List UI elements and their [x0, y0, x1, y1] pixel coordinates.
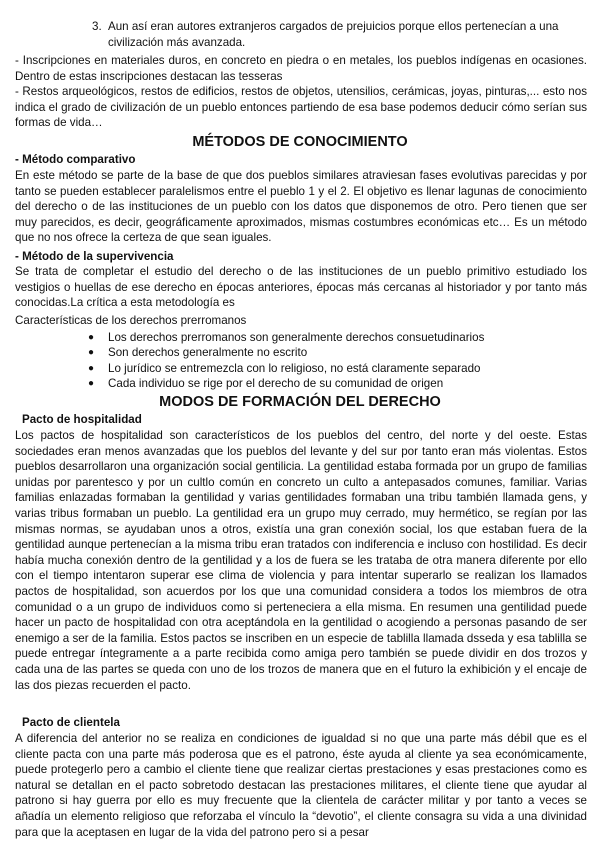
bullet-icon: ●: [88, 377, 95, 389]
supervivencia-paragraph: Se trata de completar el estudio del derecho o de las instituciones de un pueblo primitivo estudiado los vestigios o huellas de ese derecho en épocas anteriores, épocas más cercanas al historiador y por tanto más conocidas.La crítica a esta metodología es: [15, 265, 587, 310]
list-item: [88, 361, 588, 376]
modos-heading: MODOS DE FORMACIÓN DEL DERECHO: [159, 394, 441, 410]
list-item: [88, 330, 588, 345]
hospitalidad-title: Pacto de hospitalidad: [22, 413, 142, 426]
supervivencia-title: - Método de la supervivencia: [15, 250, 174, 263]
item-number: 3.: [92, 20, 102, 33]
item-text: Aun así eran autores extranjeros cargados de prejuicios porque ellos pertenecían a una civilización más avanzada.: [108, 20, 559, 49]
list-item-text: Cada individuo se rige por el derecho de su comunidad de origen: [108, 376, 444, 390]
numbered-item: [92, 19, 587, 50]
comparativo-paragraph: En este método se parte de la base de que dos pueblos similares atraviesan fases evolutivas parecidas y por tanto se pueden establecer paralelismos entre el pueblo 1 y el 2. El objetivo es llenar lagunas de conocimiento del derecho o de las instituciones de un pueblo con los datos que disponemos de otro. Pero tienen que ser muy parecidos, es decir, geográficamente aproximados, mismas costumbres económicas etc… Es un método que no nos ofrece la certeza de que sean iguales.: [15, 169, 587, 245]
hospitalidad-paragraph: Los pactos de hospitalidad son característicos de los pueblos del centro, del norte y del oeste. Estas sociedades eran menos avanzadas que los pueblos del levante y del sur por tanto eran más violentas. Estos pueblos desarrollaron una organización social gentilicia. La gentilidad estaba formada por un grupo de familias unidas por parentesco y por un cultlo común en concreto un culto a antepasados comunes, familiar. Varias familias enlazadas formaban la gentilidad y varias gentilidades formaban una tribu también llamada gens, y varias tribus formaban un pueblo. La gentilidad era un grupo muy cerrado, muy hermético, se regían por las mismas normas, se ayudaban unos a otros, existía una gran conexión social, los que estaban fuera de la gentilidad aunque pertenecían a la misma tribu eran tratados con indiferencia e incluso con hostilidad. Es decir había mucha conexión dentro de la gentilidad y a los de fuera se les trataba de otra manera diferente por ello con el tiempo intentaron superar ese clima de violencia y para intentar superarlo se realizan los llamados pactos de hospitalidad, son acuerdos por los que una comunidad considera a todos los miembros de otra comunidad o a un grupo de individuos como si perteneciera a ella misma. En resumen una gentilidad puede hacer un pacto de hospitalidad con otra aceptándola en la gentilidad o acogiendo a personas pasando de ser enemigo a ser de la familia. Estos pactos se inscriben en un especie de tablilla llamada dsseda y esa tablilla se puede entregar íntegramente a a parte recibida como amiga pero también se puede dividir en dos trozos y cada una de las partes se queda con uno de los trozos de manera que en el futuro la exhibición y el encaje de las dos piezas recuerden el pacto.: [15, 429, 587, 692]
list-item-text: Lo jurídico se entremezcla con lo religioso, no está claramente separado: [108, 361, 481, 375]
caracteristicas-list: [88, 330, 588, 391]
metodos-heading: MÉTODOS DE CONOCIMIENTO: [192, 134, 408, 150]
caracteristicas-title: Características de los derechos prerromanos: [15, 314, 247, 327]
clientela-title: Pacto de clientela: [22, 716, 120, 729]
bullet-icon: ●: [88, 332, 95, 343]
list-item: [88, 345, 588, 360]
bullet-icon: ●: [88, 362, 95, 374]
restos-paragraph: - Restos arqueológicos, restos de edificios, restos de objetos, utensilios, cerámicas, joyas, pinturas,... esto nos indica el grado de civilización de un pueblo entonces partiendo de esa base podemos deducir cómo serían sus formas de vida…: [15, 85, 587, 130]
inscripciones-paragraph: - Inscripciones en materiales duros, en concreto en piedra o en metales, los pueblos indígenas en ocasiones. Dentro de estas inscripciones destacan las tesseras: [15, 54, 587, 83]
list-item-text: Son derechos generalmente no escrito: [108, 346, 308, 360]
bullet-icon: ●: [88, 347, 95, 359]
list-item: [88, 376, 588, 391]
clientela-paragraph: A diferencia del anterior no se realiza en condiciones de igualdad si no que una parte más débil que es el cliente pacta con una parte más poderosa que es el patrono, éste ayuda al cliente ya sea económicamente, puede protegerlo pero a cambio el cliente tiene que realizar ciertas prestaciones y esas prestaciones como es natural se detallan en el pacto sobretodo destacan las prestaciones militares, el cliente tiene que ayudar al patrono si hay guerra por ello es muy frecuente que la clientela de carácter militar y por tanto a veces se añadía un elemento religioso que reforzaba el vínculo la “devotio”, el cliente consagra su vida a una divinidad para que la aceptasen en lugar de la vida del patrono pero si a pesar: [15, 732, 587, 839]
list-item-text: Los derechos prerromanos son generalmente derechos consuetudinarios: [108, 331, 485, 344]
comparativo-title: - Método comparativo: [15, 153, 136, 166]
